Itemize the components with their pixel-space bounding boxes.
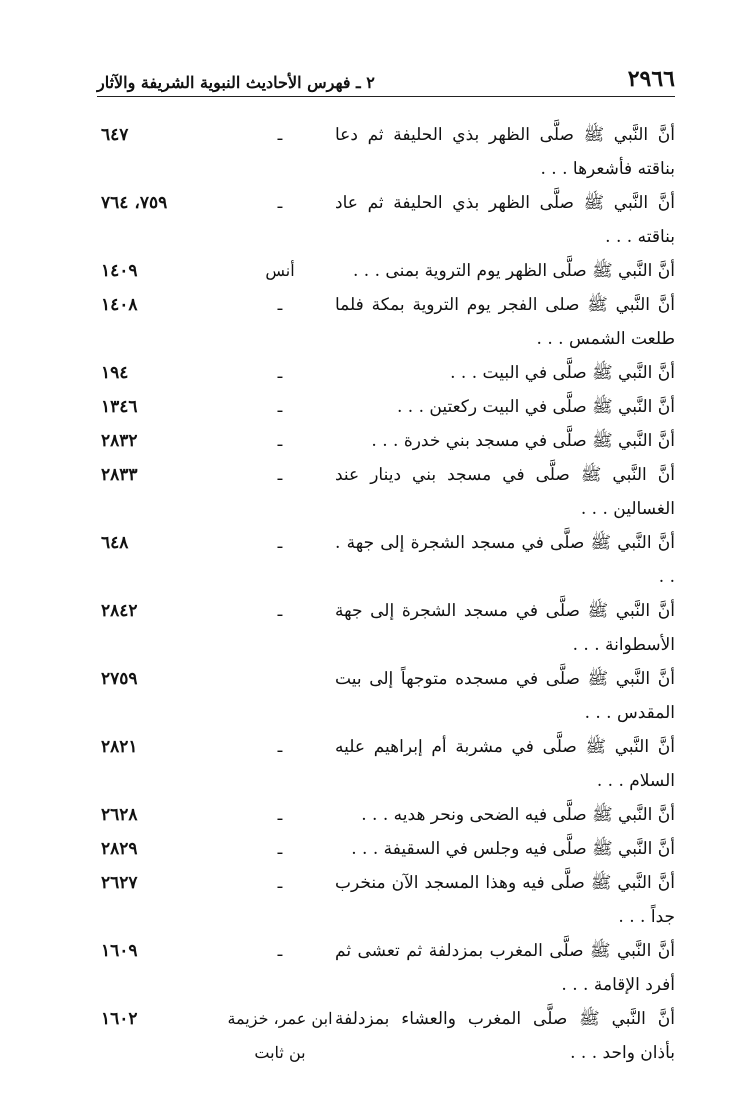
narrator: ـ bbox=[277, 125, 283, 144]
reference-numbers: ٢٨٢١ bbox=[101, 737, 138, 757]
narrator: ابن عمر، خزيمة بن ثابت bbox=[227, 1009, 333, 1062]
narrator: أنس bbox=[265, 261, 295, 280]
index-entry bbox=[97, 254, 675, 288]
narrator: ـ bbox=[277, 601, 283, 620]
narrator: ـ bbox=[277, 193, 283, 212]
index-entry bbox=[97, 934, 675, 1002]
narrator: ـ bbox=[277, 737, 283, 756]
narrator: ـ bbox=[277, 431, 283, 450]
hadith-text: أنَّ النَّبي ﷺ صلَّى المغرب بمزدلفة ثم تعشى ثم أفرد الإقامة . . . bbox=[335, 941, 675, 995]
index-entry bbox=[97, 356, 675, 390]
hadith-text: أنَّ النَّبي ﷺ صلَّى في مسجد بني خدرة . . . bbox=[371, 431, 675, 451]
reference-numbers: ٢٨٤٢ bbox=[101, 601, 138, 621]
index-entry bbox=[97, 118, 675, 186]
reference-numbers: ٢٨٣٣ bbox=[101, 465, 138, 485]
index-entry bbox=[97, 390, 675, 424]
reference-numbers: ٧٥٩، ٧٦٤ bbox=[101, 193, 168, 213]
reference-numbers: ١٤٠٩ bbox=[101, 261, 138, 281]
narrator: ـ bbox=[277, 805, 283, 824]
narrator: ـ bbox=[277, 873, 283, 892]
hadith-text: أنَّ النَّبي ﷺ صلَّى في مشربة أم إبراهيم عليه السلام . . . bbox=[335, 737, 675, 791]
hadith-text: أنَّ النَّبي ﷺ صلَّى الظهر بذي الحليفة ثم عاد بناقته . . . bbox=[335, 193, 675, 247]
index-entry bbox=[97, 798, 675, 832]
reference-numbers: ٢٦٢٨ bbox=[101, 805, 138, 825]
hadith-index-list bbox=[97, 118, 675, 1070]
narrator: ـ bbox=[277, 533, 283, 552]
narrator: ـ bbox=[277, 839, 283, 858]
index-entry bbox=[97, 662, 675, 730]
page-number: ٢٩٦٦ bbox=[627, 66, 675, 92]
reference-numbers: ٢٨٣٢ bbox=[101, 431, 138, 451]
index-entry bbox=[97, 730, 675, 798]
hadith-text: أنَّ النَّبي ﷺ صلَّى في البيت . . . bbox=[450, 363, 675, 383]
hadith-text: أنَّ النَّبي ﷺ صلَّى المغرب والعشاء بمزدلفة بأذان واحد . . . bbox=[335, 1009, 675, 1063]
reference-numbers: ١٩٤ bbox=[101, 363, 129, 383]
hadith-text: أنَّ النَّبي ﷺ صلَّى فيه وهذا المسجد الآن منخرب جداً . . . bbox=[335, 873, 675, 927]
index-entry bbox=[97, 526, 675, 594]
index-entry bbox=[97, 832, 675, 866]
narrator: ـ bbox=[277, 941, 283, 960]
reference-numbers: ٢٨٢٩ bbox=[101, 839, 138, 859]
hadith-text: أنَّ النَّبي ﷺ صلى الفجر يوم التروية بمكة فلما طلعت الشمس . . . bbox=[335, 295, 675, 349]
hadith-text: أنَّ النَّبي ﷺ صلَّى في البيت ركعتين . . . bbox=[396, 397, 675, 417]
page-header bbox=[97, 58, 675, 92]
narrator: ـ bbox=[277, 397, 283, 416]
running-title: ٢ ـ فهرس الأحاديث النبوية الشريفة والآثار bbox=[97, 73, 375, 92]
hadith-text: أنَّ النَّبي ﷺ صلَّى الظهر بذي الحليفة ثم دعا بناقته فأشعرها . . . bbox=[335, 125, 675, 179]
hadith-text: أنَّ النَّبي ﷺ صلَّى في مسجد الشجرة إلى جهة الأسطوانة . . . bbox=[335, 601, 675, 655]
narrator: ـ bbox=[277, 465, 283, 484]
index-entry bbox=[97, 1002, 675, 1070]
reference-numbers: ١٦٠٩ bbox=[101, 941, 138, 961]
narrator: ـ bbox=[277, 295, 283, 314]
index-entry bbox=[97, 186, 675, 254]
narrator: ـ bbox=[277, 363, 283, 382]
reference-numbers: ١٦٠٢ bbox=[101, 1009, 138, 1029]
index-entry bbox=[97, 458, 675, 526]
hadith-text: أنَّ النَّبي ﷺ صلَّى فيه وجلس في السقيفة . . . bbox=[351, 839, 675, 859]
hadith-text: أنَّ النَّبي ﷺ صلَّى في مسجد الشجرة إلى جهة . . . bbox=[335, 533, 675, 587]
index-entry bbox=[97, 866, 675, 934]
hadith-text: أنَّ النَّبي ﷺ صلَّى في مسجد بني دينار عند الغسالين . . . bbox=[335, 465, 675, 519]
hadith-text: أنَّ النَّبي ﷺ صلَّى في مسجده متوجهاً إلى بيت المقدس . . . bbox=[335, 669, 675, 723]
hadith-text: أنَّ النَّبي ﷺ صلَّى فيه الضحى ونحر هديه . . . bbox=[361, 805, 675, 825]
reference-numbers: ٦٤٧ bbox=[101, 125, 129, 145]
reference-numbers: ٢٧٥٩ bbox=[101, 669, 138, 689]
index-entry bbox=[97, 424, 675, 458]
reference-numbers: ٦٤٨ bbox=[101, 533, 129, 553]
index-entry bbox=[97, 594, 675, 662]
index-entry bbox=[97, 288, 675, 356]
header-divider bbox=[97, 96, 675, 97]
reference-numbers: ١٤٠٨ bbox=[101, 295, 138, 315]
reference-numbers: ٢٦٢٧ bbox=[101, 873, 138, 893]
hadith-text: أنَّ النَّبي ﷺ صلَّى الظهر يوم التروية بمنى . . . bbox=[353, 261, 675, 281]
reference-numbers: ١٣٤٦ bbox=[101, 397, 138, 417]
